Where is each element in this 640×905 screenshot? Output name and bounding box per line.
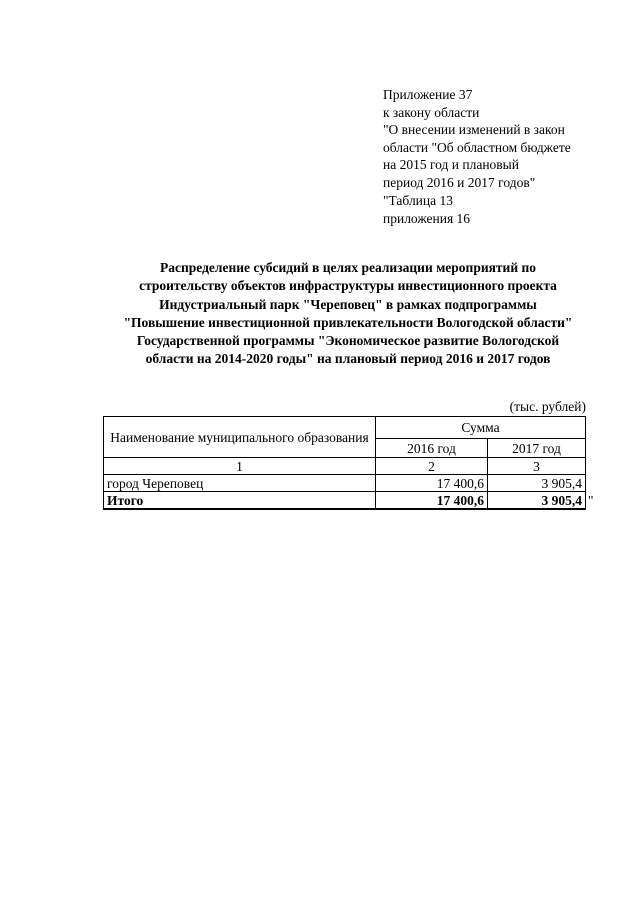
title-line: "Повышение инвестиционной привлекательности Вологодской области" xyxy=(123,314,573,330)
column-numbers-row xyxy=(104,458,586,475)
total-2017: 3 905,4 xyxy=(488,492,586,510)
appendix-line: приложения 16 xyxy=(383,210,471,226)
appendix-header xyxy=(383,86,623,227)
appendix-line: на 2015 год и плановый xyxy=(383,157,519,172)
header-year-2017: 2017 год xyxy=(488,439,586,458)
units-label: (тыс. рублей) xyxy=(509,399,586,414)
title-line: Государственной программы "Экономическое развитие Вологодской xyxy=(136,333,560,349)
document-title xyxy=(95,259,601,369)
amount-2016: 17 400,6 xyxy=(376,475,488,492)
appendix-line: "Таблица 13 xyxy=(383,193,453,208)
closing-quote: " xyxy=(588,493,594,508)
appendix-line: Приложение 37 xyxy=(383,87,473,102)
appendix-line: к закону области xyxy=(383,104,480,120)
title-line: Распределение субсидий в целях реализации мероприятий по xyxy=(159,260,537,275)
title-line: строительству объектов инфраструктуры инвестиционного проекта xyxy=(139,278,557,294)
title-line: области на 2014-2020 годы" на плановый период 2016 и 2017 годов xyxy=(145,351,551,367)
total-label: Итого xyxy=(104,492,376,510)
column-number: 3 xyxy=(488,458,586,475)
total-row xyxy=(104,492,586,510)
subsidy-table xyxy=(103,416,586,510)
title-line: Индустриальный парк "Череповец" в рамках подпрограммы xyxy=(159,296,537,312)
municipality-name: город Череповец xyxy=(104,475,376,492)
header-sum: Сумма xyxy=(376,417,586,439)
appendix-line: области "Об областном бюджете xyxy=(383,139,571,155)
appendix-line: "О внесении изменений в закон xyxy=(383,122,565,137)
column-number: 1 xyxy=(104,458,376,475)
column-number: 2 xyxy=(376,458,488,475)
amount-2017: 3 905,4 xyxy=(488,475,586,492)
total-2016: 17 400,6 xyxy=(376,492,488,510)
table-row xyxy=(104,475,586,492)
header-year-2016: 2016 год xyxy=(376,439,488,458)
appendix-line: период 2016 и 2017 годов" xyxy=(383,174,536,190)
table-header-row xyxy=(104,417,586,439)
header-municipality: Наименование муниципального образования xyxy=(104,417,376,458)
